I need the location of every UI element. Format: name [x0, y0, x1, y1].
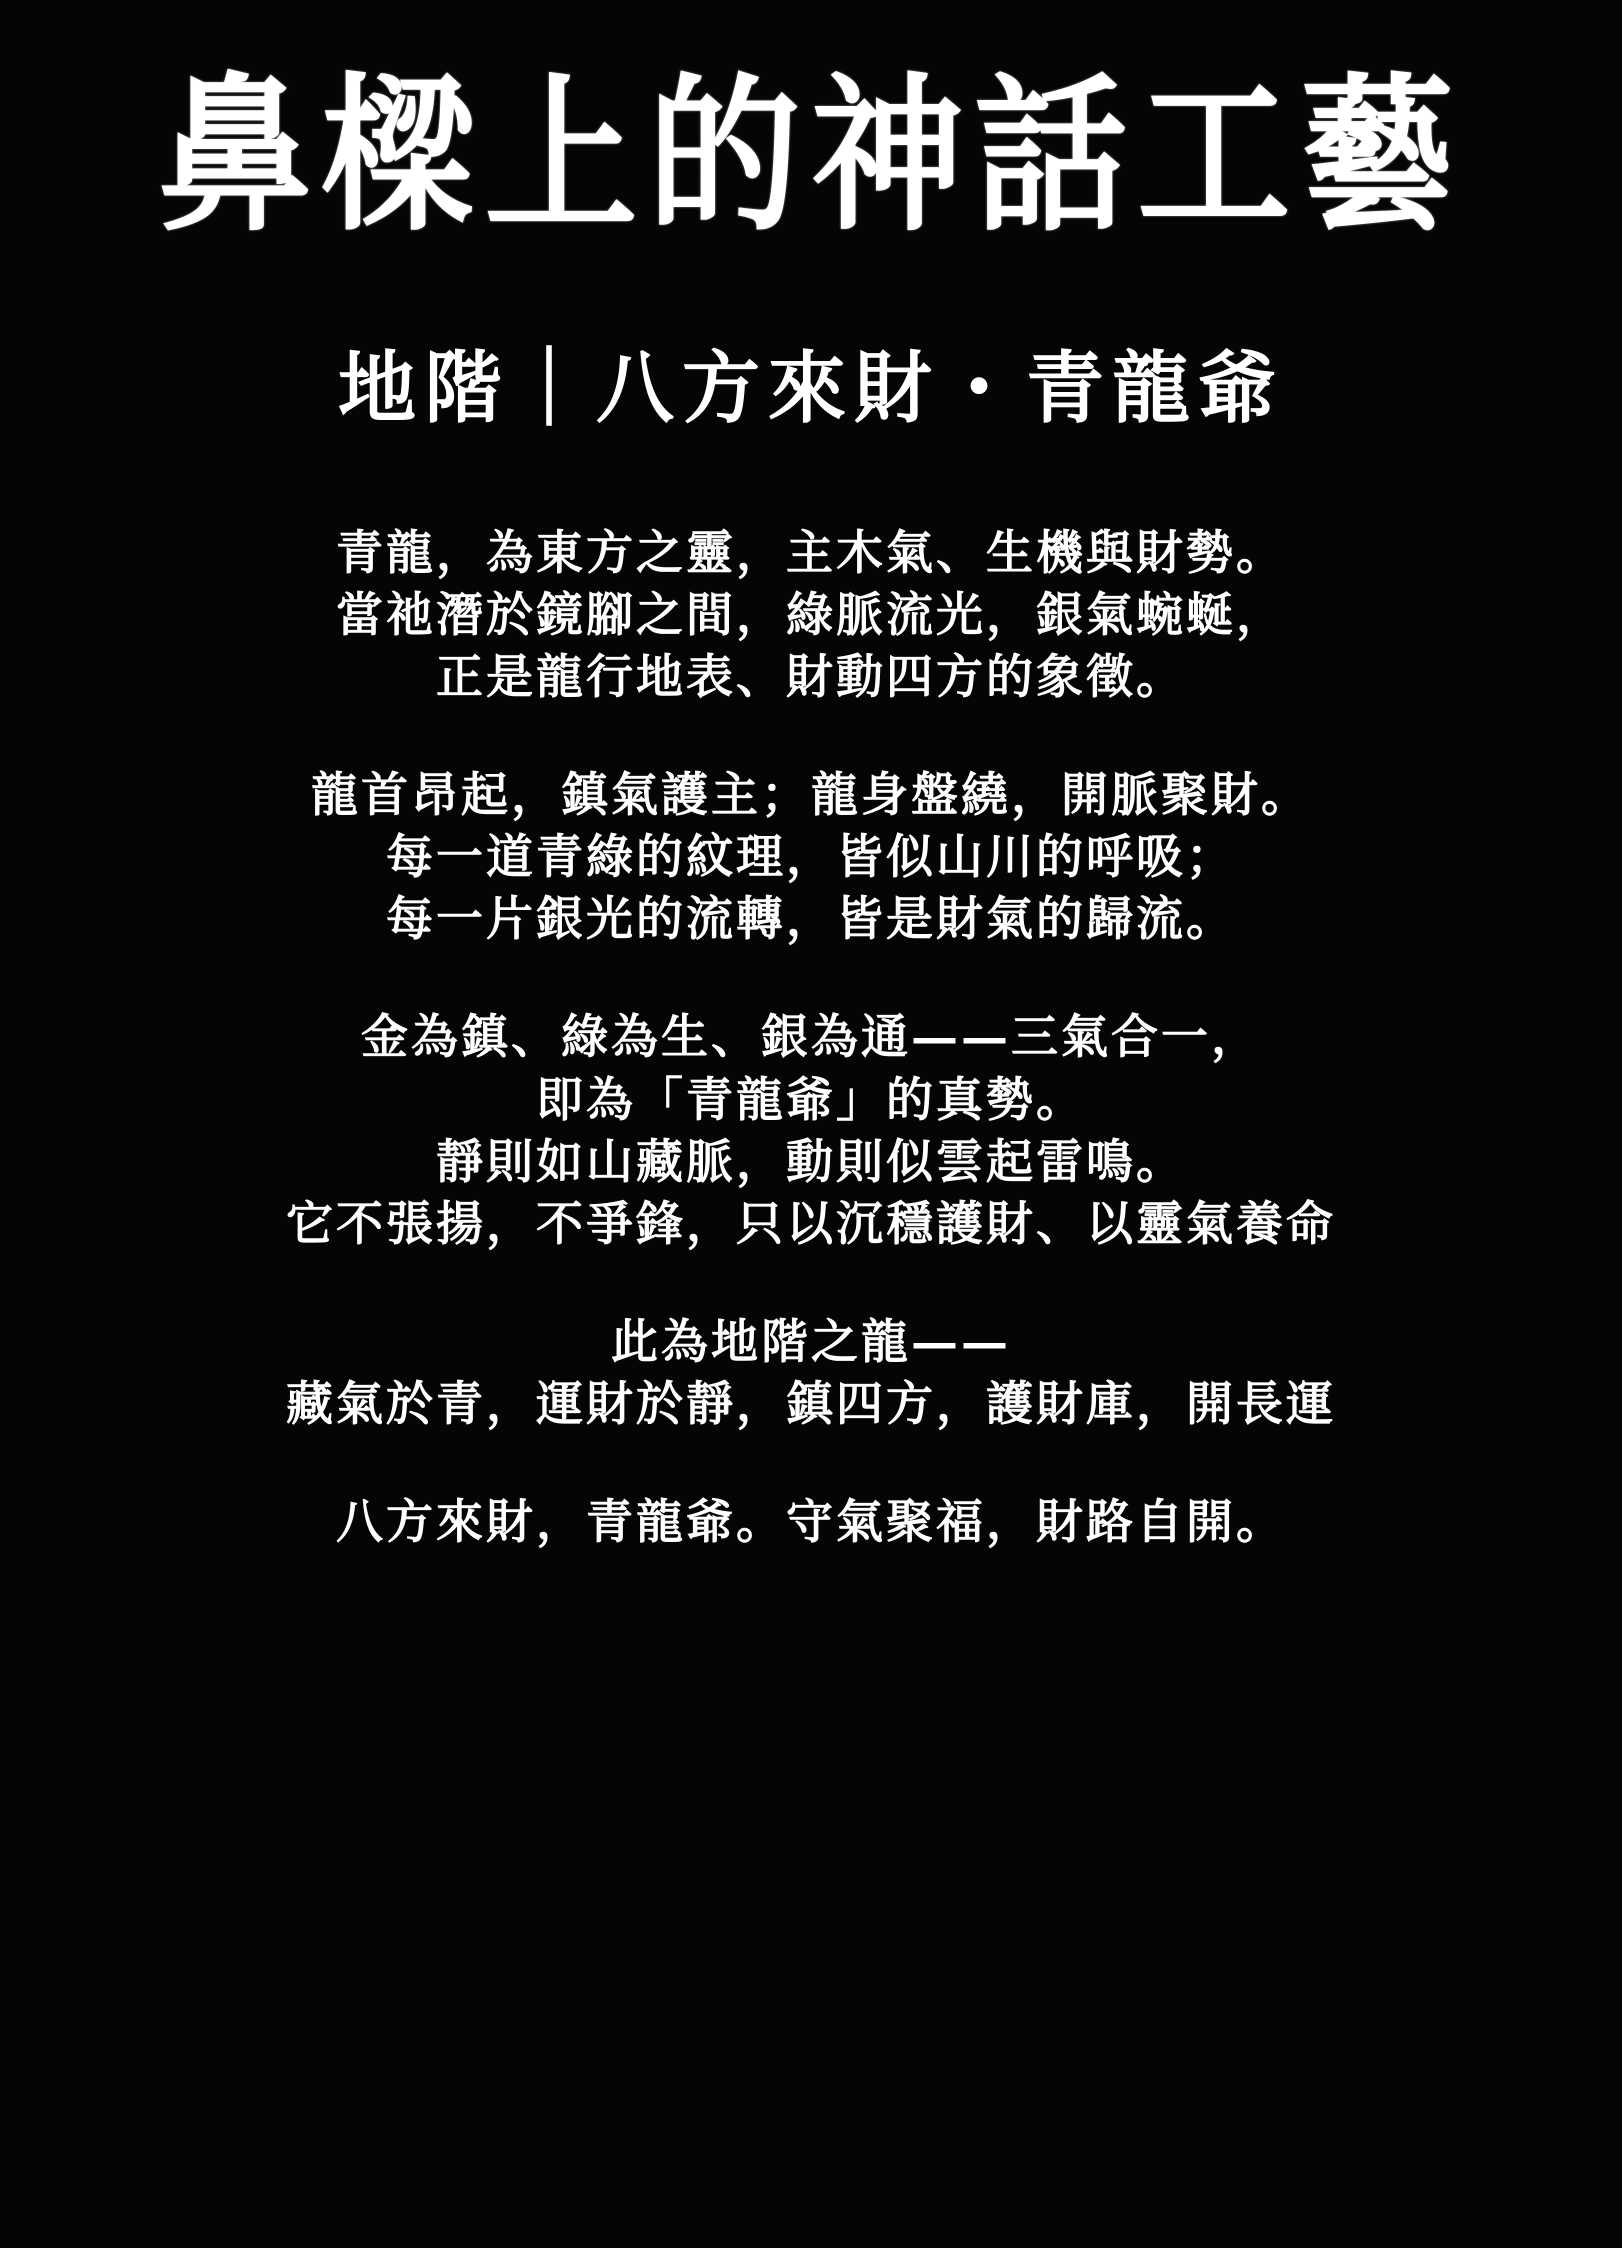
page-subtitle: 地階｜八方來財・青龍爺	[337, 342, 1284, 434]
paragraph-line: 青龍，為東方之靈，主木氣、生機與財勢。	[336, 526, 1286, 582]
paragraph-line: 它不張揚，不爭鋒，只以沉穩護財、以靈氣養命	[286, 1196, 1336, 1252]
paragraph-line: 靜則如山藏脈，動則似雲起雷鳴。	[436, 1134, 1186, 1190]
paragraph-line: 金為鎮、綠為生、銀為通——三氣合一，	[361, 1010, 1261, 1066]
paragraph-4	[61, 1312, 1561, 1436]
paragraph-line: 此為地階之龍——	[611, 1314, 1011, 1370]
paragraph-line: 藏氣於青，運財於靜，鎮四方，護財庫，開長運	[286, 1376, 1336, 1432]
page-title: 鼻樑上的神話工藝	[158, 57, 1464, 255]
paragraph-2	[61, 765, 1561, 951]
paragraph-line: 八方來財，青龍爺。守氣聚福，財路自開。	[336, 1494, 1286, 1550]
paragraph-1	[61, 523, 1561, 709]
paragraph-5	[61, 1492, 1561, 1554]
paragraph-line: 龍首昂起，鎮氣護主；龍身盤繞，開脈聚財。	[311, 768, 1311, 824]
paragraph-3	[61, 1007, 1561, 1255]
paragraph-line: 每一片銀光的流轉，皆是財氣的歸流。	[386, 892, 1236, 948]
body-copy	[61, 523, 1561, 1553]
paragraph-line: 當祂潛於鏡腳之間，綠脈流光，銀氣蜿蜒，	[336, 588, 1286, 644]
paragraph-line: 每一道青綠的紋理，皆似山川的呼吸；	[386, 830, 1236, 886]
paragraph-line: 正是龍行地表、財動四方的象徵。	[436, 650, 1186, 706]
paragraph-line: 即為「青龍爺」的真勢。	[536, 1072, 1086, 1128]
